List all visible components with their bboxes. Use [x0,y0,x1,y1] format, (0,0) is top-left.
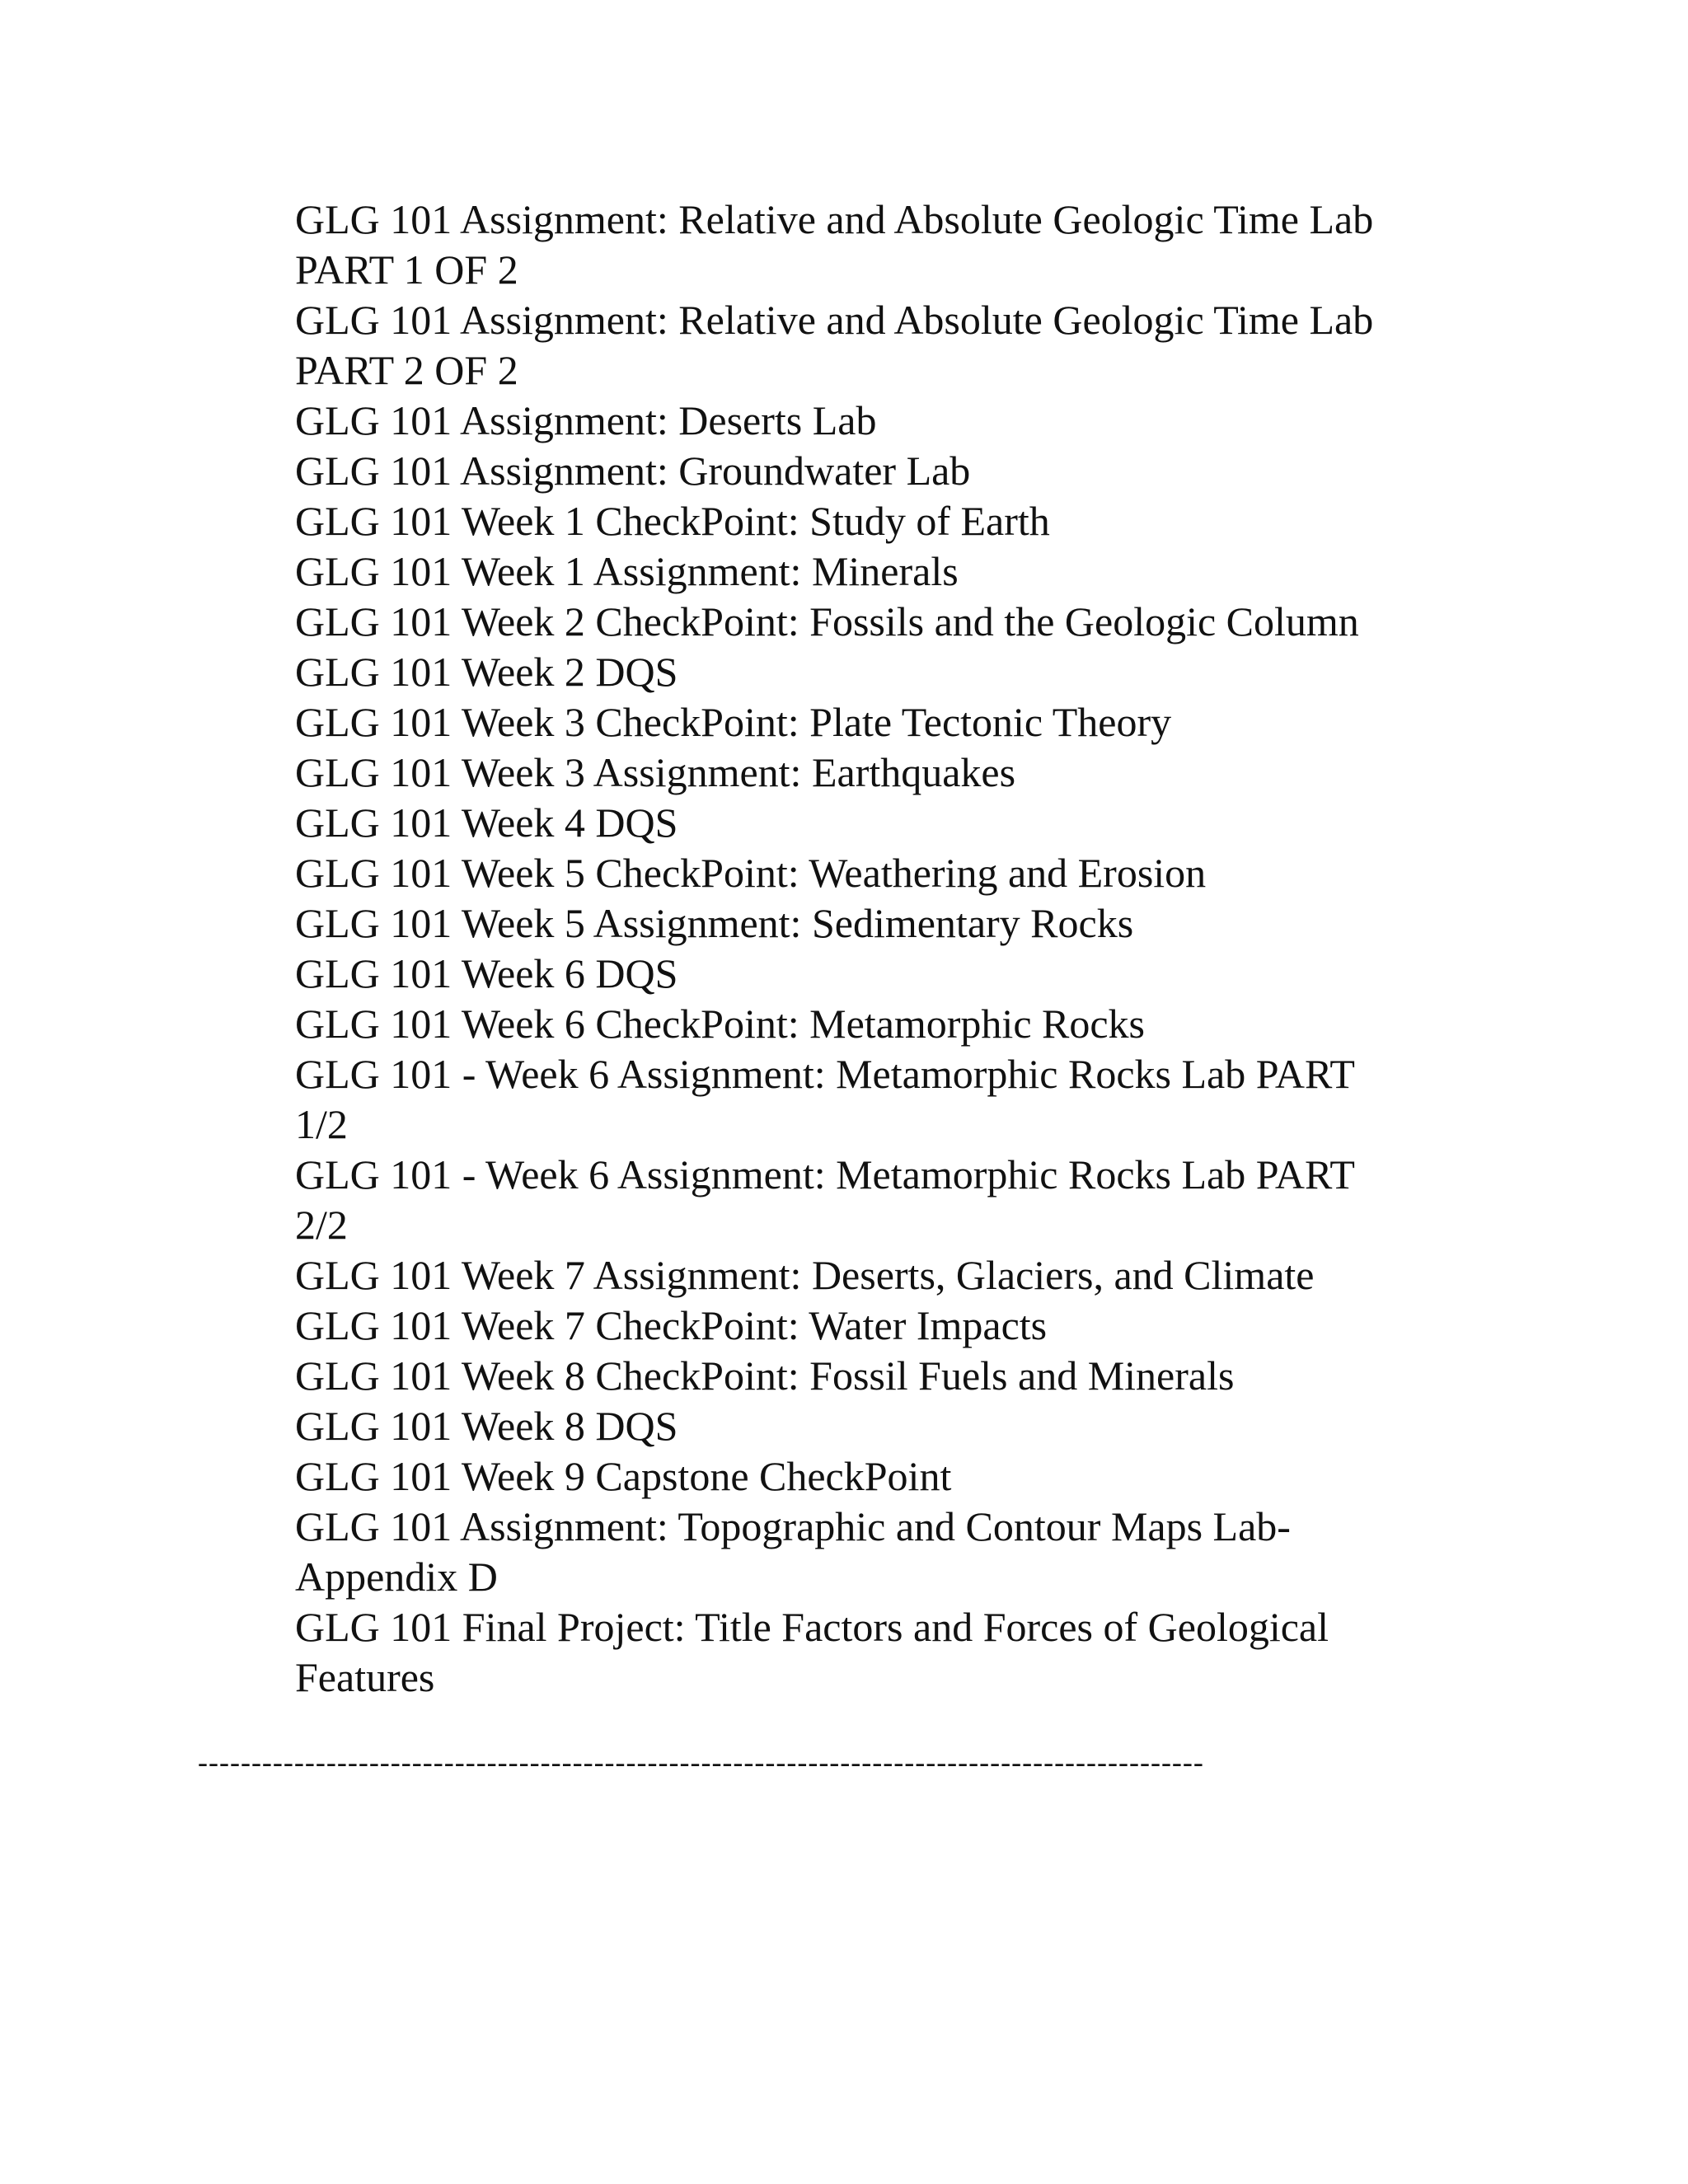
list-item-continuation: 1/2 [295,1101,348,1147]
list-item: GLG 101 Week 8 CheckPoint: Fossil Fuels and Minerals [295,1352,1235,1399]
list-item-continuation: PART 1 OF 2 [295,246,518,293]
list-item-continuation: Appendix D [295,1554,498,1600]
assignment-list [295,194,1449,1703]
list-item: GLG 101 Week 6 DQS [295,950,678,996]
list-item: GLG 101 Week 5 CheckPoint: Weathering and Erosion [295,850,1207,896]
list-item: GLG 101 Week 8 DQS [295,1403,678,1449]
list-item: GLG 101 Final Project: Title Factors and Forces of Geological [295,1604,1329,1650]
list-item: GLG 101 Week 7 Assignment: Deserts, Glaciers, and Climate [295,1252,1315,1298]
list-item: GLG 101 Week 4 DQS [295,799,678,846]
dashed-divider: ---------------------------------------------------------------------------------------------- [198,1746,1204,1779]
list-item: GLG 101 Week 3 CheckPoint: Plate Tectonic Theory [295,699,1172,745]
list-item: GLG 101 Assignment: Relative and Absolute Geologic Time Lab [295,297,1374,343]
list-item-continuation: Features [295,1654,435,1700]
list-item: GLG 101 Week 6 CheckPoint: Metamorphic Rocks [295,1001,1146,1047]
list-item-continuation: 2/2 [295,1202,348,1248]
list-item: GLG 101 - Week 6 Assignment: Metamorphic Rocks Lab PART [295,1051,1355,1097]
list-item: GLG 101 Week 9 Capstone CheckPoint [295,1453,952,1499]
list-item: GLG 101 Week 5 Assignment: Sedimentary Rocks [295,900,1134,946]
list-item: GLG 101 Week 1 CheckPoint: Study of Earth [295,498,1050,544]
list-item: GLG 101 Week 1 Assignment: Minerals [295,548,959,594]
list-item: GLG 101 Assignment: Deserts Lab [295,397,877,443]
list-item-continuation: PART 2 OF 2 [295,347,518,393]
list-item: GLG 101 - Week 6 Assignment: Metamorphic Rocks Lab PART [295,1151,1355,1197]
list-item: GLG 101 Assignment: Relative and Absolute Geologic Time Lab [295,196,1374,242]
list-item: GLG 101 Assignment: Groundwater Lab [295,448,971,494]
list-item: GLG 101 Week 2 DQS [295,649,678,695]
list-item: GLG 101 Assignment: Topographic and Contour Maps Lab- [295,1503,1291,1549]
list-item: GLG 101 Week 3 Assignment: Earthquakes [295,749,1016,795]
list-item: GLG 101 Week 2 CheckPoint: Fossils and the Geologic Column [295,598,1359,644]
list-item: GLG 101 Week 7 CheckPoint: Water Impacts [295,1302,1048,1348]
